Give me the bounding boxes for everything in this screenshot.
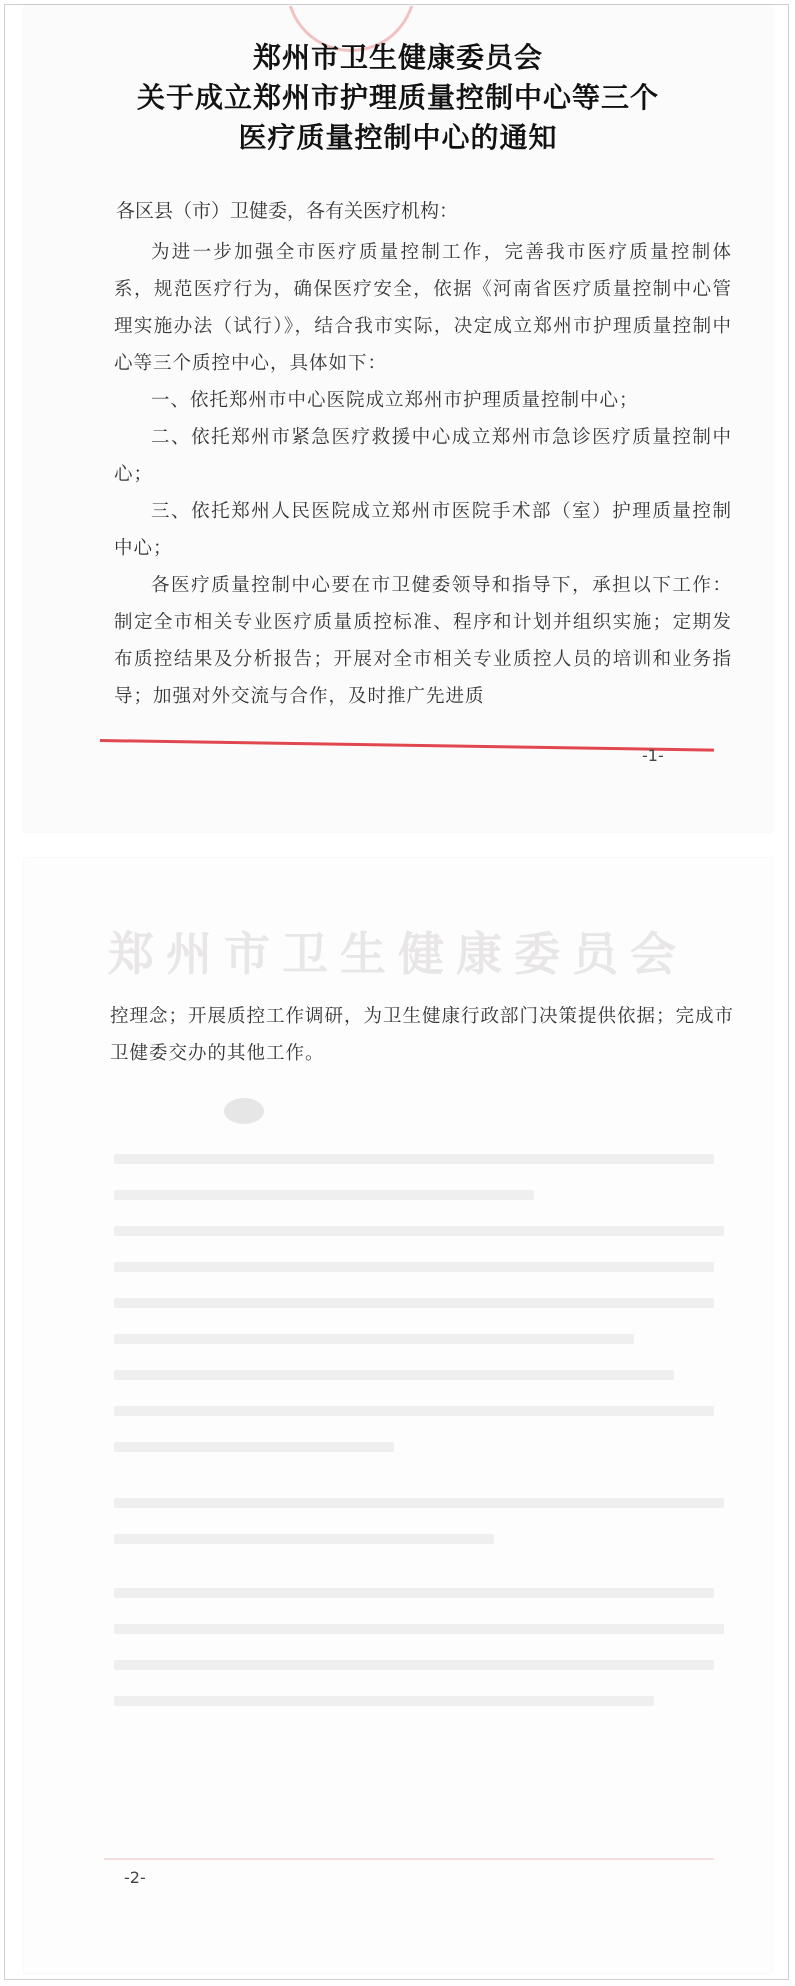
bleed-line xyxy=(114,1624,724,1634)
bleed-line xyxy=(114,1334,634,1344)
title-line-1: 郑州市卫生健康委员会 xyxy=(252,41,543,74)
bleed-line xyxy=(114,1226,724,1236)
red-rule xyxy=(100,739,714,752)
paragraph-item-1: 一、依托郑州市中心医院成立郑州市护理质量控制中心； xyxy=(151,390,639,411)
title-line-3: 医疗质量控制中心的通知 xyxy=(238,121,558,154)
notice-body xyxy=(114,234,732,715)
bleed-line xyxy=(114,1442,394,1452)
bleed-line xyxy=(114,1588,714,1598)
page-1 xyxy=(24,6,772,832)
paragraph-duties: 各医疗质量控制中心要在市卫健委领导和指导下，承担以下工作：制定全市相关专业医疗质量质控标准、程序和计划并组织实施；定期发布质控结果及分析报告；开展对全市相关专业质控人员的培训和业务指导；加强对外交流与合作，及时推广先进质 xyxy=(114,575,732,707)
bleed-line xyxy=(114,1406,714,1416)
bleed-smudge xyxy=(224,1098,264,1124)
bleed-line xyxy=(114,1154,714,1164)
page-2 xyxy=(24,858,772,1973)
page-number: -1- xyxy=(642,746,664,765)
bleed-line xyxy=(114,1298,714,1308)
bleed-line xyxy=(114,1370,674,1380)
bleed-line xyxy=(114,1262,714,1272)
continuation-text: 控理念；开展质控工作调研，为卫生健康行政部门决策提供依据；完成市卫健委交办的其他工作。 xyxy=(110,1006,735,1064)
paragraph-intro: 为进一步加强全市医疗质量控制工作，完善我市医疗质量控制体系，规范医疗行为，确保医疗安全，依据《河南省医疗质量控制中心管理实施办法（试行）》，结合我市实际，决定成立郑州市护理质量控制中心等三个质控中心，具体如下： xyxy=(114,242,732,374)
bleed-rule xyxy=(104,1858,714,1860)
salutation: 各区县（市）卫健委，各有关医疗机构： xyxy=(116,200,459,222)
bleed-line xyxy=(114,1660,714,1670)
title-line-2: 关于成立郑州市护理质量控制中心等三个 xyxy=(136,81,659,114)
page-number: -2- xyxy=(124,1868,146,1887)
bleed-line xyxy=(114,1498,724,1508)
bleed-line xyxy=(114,1696,654,1706)
paragraph-item-2: 二、依托郑州市紧急医疗救援中心成立郑州市急诊医疗质量控制中心； xyxy=(114,427,732,485)
paragraph-item-3: 三、依托郑州人民医院成立郑州市医院手术部（室）护理质量控制中心； xyxy=(114,501,732,559)
bleed-line xyxy=(114,1190,534,1200)
bleed-header: 郑州市卫生健康委员会 xyxy=(108,927,688,981)
bleed-line xyxy=(114,1534,494,1544)
